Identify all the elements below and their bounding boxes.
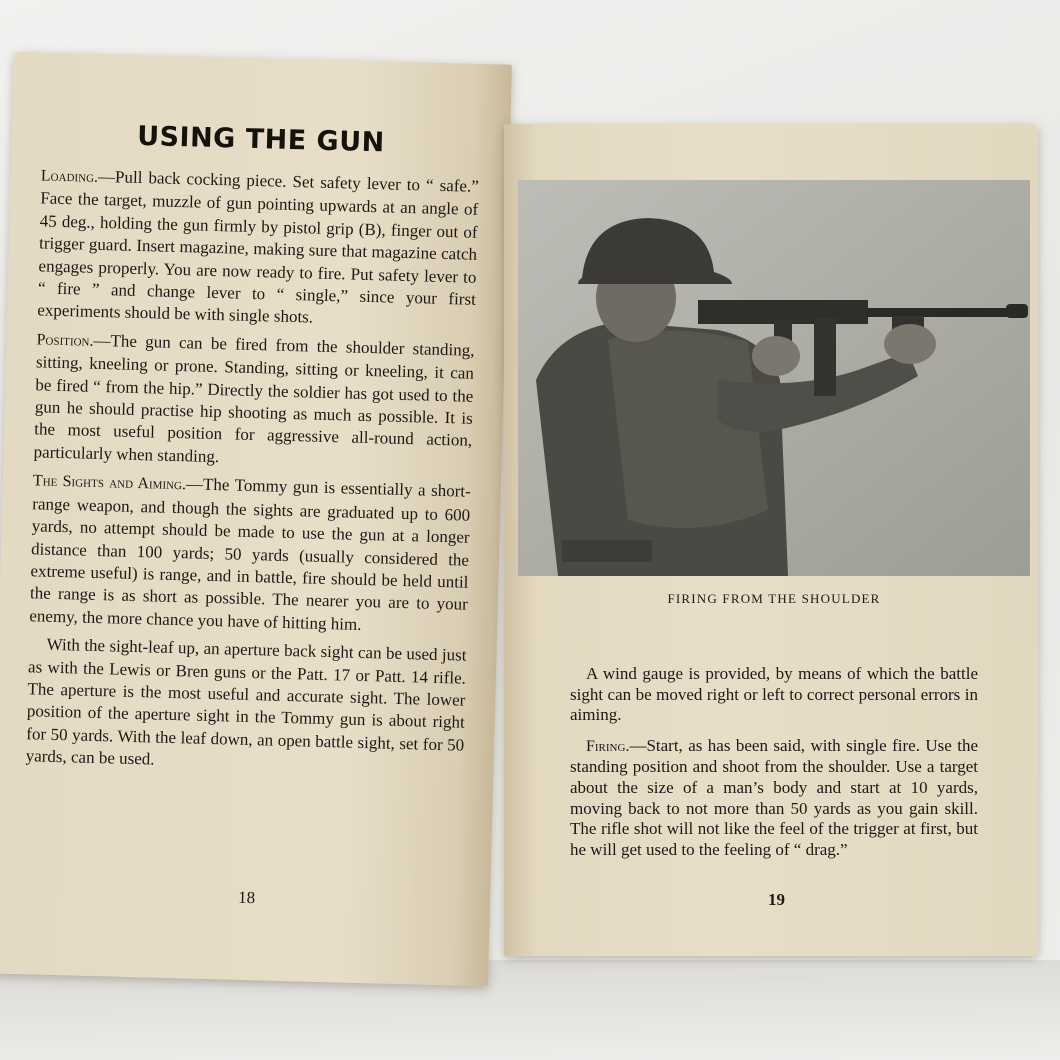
runin-sights: The Sights and Aiming.	[32, 472, 187, 494]
photo-caption: FIRING FROM THE SHOULDER	[667, 591, 881, 606]
gun-muzzle	[1006, 304, 1028, 318]
paragraph-text: —The gun can be fired from the shoulder standing, sitting, kneeling or prone. Standing, sitting or kneeling, it can be fired “ from the hip.” Directly the soldier has got used to the gun he should practise hip shooting as much as possible. It is the most useful position for aggressive all-round action, particularly when standing.	[33, 330, 475, 467]
page-heading: USING THE GUN	[136, 120, 386, 159]
left-page	[0, 52, 512, 987]
paragraph-firing	[570, 736, 978, 861]
right-body-text	[570, 664, 978, 870]
soldier-illustration	[518, 180, 1030, 576]
gun-barrel	[866, 308, 1016, 317]
runin-loading: Loading.	[40, 167, 99, 186]
paragraph-text: —The Tommy gun is essentially a short-range weapon, and though the sights are graduated up to 600 yards, no attempt should be made to use the gun at a longer distance than 100 yards; 50 yards (usually considered the extreme useful) is range, and in battle, fire should be held until the range is as short as possible. The nearer you are to your enemy, the more chance you have of hitting him.	[29, 474, 472, 634]
runin-position: Position.	[36, 331, 94, 350]
soldier-left-hand	[884, 324, 936, 364]
soldier-belt	[562, 540, 652, 562]
paragraph-position	[33, 328, 474, 475]
paragraph-text: —Pull back cocking piece. Set safety lever to “ safe.” Face the target, muzzle of gun pointing upwards at an angle of 45 deg., holding the gun firmly by pistol grip (B), finger out of trigger guard. Insert magazine, making sure that magazine catch engages properly. You are now ready to fire. Put safety lever to “ fire ” and change lever to “ single,” since your first experiments should be with single shots.	[37, 166, 480, 327]
runin-firing: Firing.	[586, 737, 630, 755]
paragraph-loading	[37, 164, 479, 333]
gun-magazine	[814, 318, 836, 396]
paragraph-sight-leaf	[25, 633, 466, 779]
soldier-photograph	[518, 180, 1030, 576]
page-number-left: 18	[237, 887, 256, 908]
soldier-right-hand	[752, 336, 800, 376]
paragraph-sights	[29, 470, 471, 639]
paragraph-wind-gauge	[570, 664, 978, 726]
paragraph-text: —Start, as has been said, with single fire. Use the standing position and shoot from the shoulder. Use a target about the size of a man’s body and start at 10 yards, moving back to not more than 50 yards as you gain skill. The rifle shot will not like the feel of the trigger at first, but he will get used to the feeling of “ drag.”	[570, 735, 978, 859]
page-number-right: 19	[768, 890, 785, 909]
left-body-text	[25, 164, 479, 785]
paragraph-text: With the sight-leaf up, an aperture back sight can be used just as with the Lewis or Bren guns or the Patt. 17 or Patt. 14 rifle. The aperture is the most useful and accurate sight. The lower position of the aperture sight in the Tommy gun is about right for 50 yards. With the leaf down, an open battle sight, set for 50 yards, can be used.	[25, 634, 467, 769]
right-page	[504, 124, 1038, 956]
paragraph-text: A wind gauge is provided, by means of which the battle sight can be moved right or left to correct personal errors in aiming.	[570, 664, 978, 725]
